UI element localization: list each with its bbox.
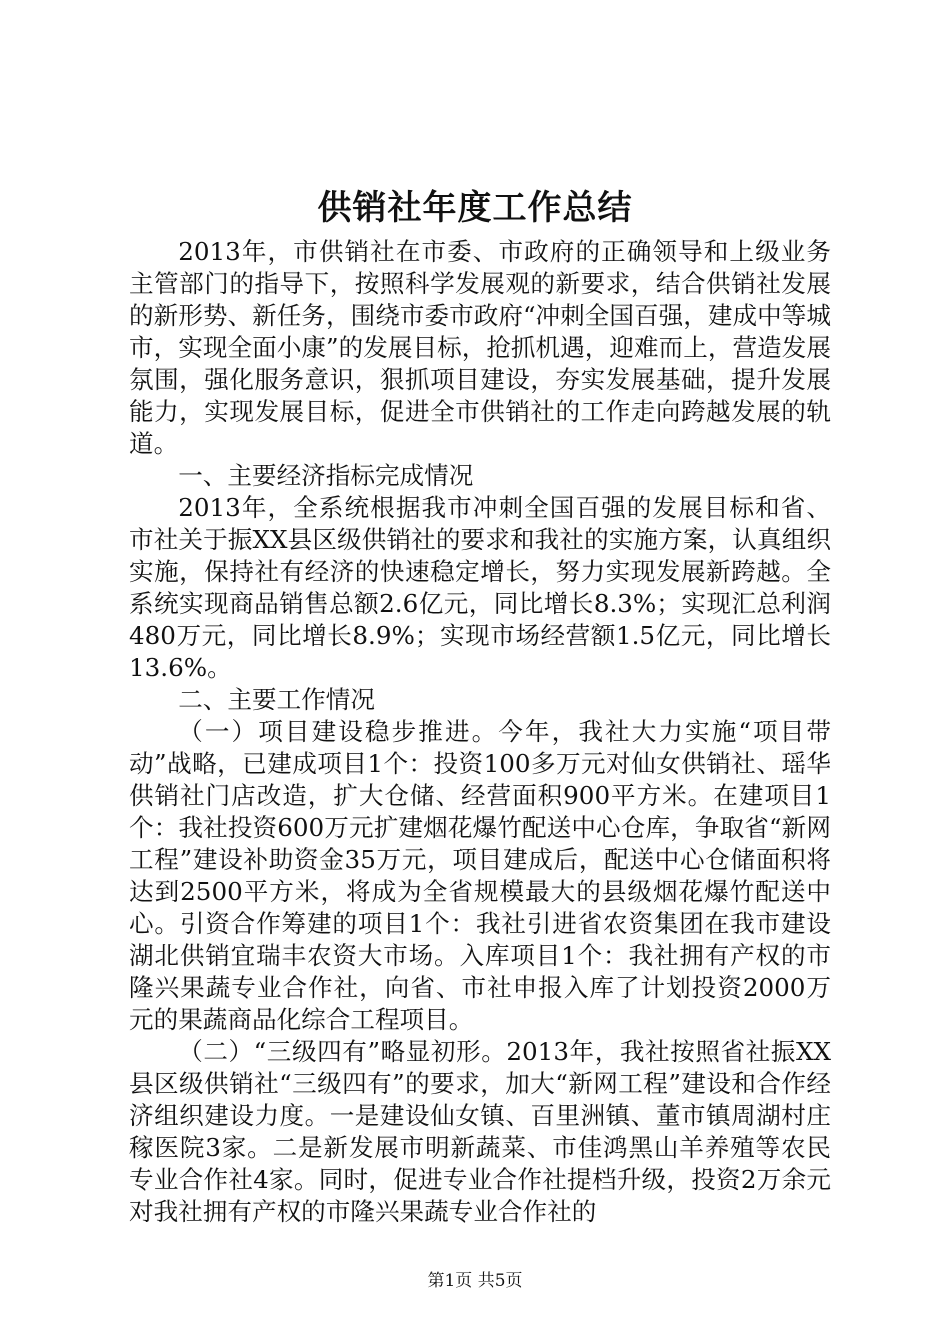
paragraph-intro: 2013年，市供销社在市委、市政府的正确领导和上级业务主管部门的指导下，按照科学发展观的新要求，结合供销社发展的新形势、新任务，围绕市委市政府“冲刺全国百强，建成中等城市，实现全面小康”的发展目标，抢抓机遇，迎难而上，营造发展氛围，强化服务意识，狠抓项目建设，夯实发展基础，提升发展能力，实现发展目标，促进全市供销社的工作走向跨越发展的轨道。 [129, 237, 831, 458]
paragraph-three-levels: （二）“三级四有”略显初形。2013年，我社按照省社振XX县区级供销社“三级四有”的要求，加大“新网工程”建设和合作经济组织建设力度。一是建设仙女镇、百里洲镇、董市镇周湖村庄稼医院3家。二是新发展市明新蔬菜、市佳鸿黑山羊养殖等农民专业合作社4家。同时，促进专业合作社提档升级，投资2万余元对我社拥有产权的市隆兴果蔬专业合作社的 [129, 1037, 831, 1226]
section-heading-1: 一、主要经济指标完成情况 [178, 461, 474, 490]
section-heading-2: 二、主要工作情况 [178, 685, 375, 714]
document-body [129, 236, 831, 1228]
document-title: 供销社年度工作总结 [317, 188, 633, 228]
paragraph-project-construction: （一）项目建设稳步推进。今年，我社大力实施“项目带动”战略，已建成项目1个：投资100多万元对仙女供销社、瑶华供销社门店改造，扩大仓储、经营面积900平方米。在建项目1个：我社投资600万元扩建烟花爆竹配送中心仓库，争取省“新网工程”建设补助资金35万元，项目建成后，配送中心仓储面积将达到2500平方米，将成为全省规模最大的县级烟花爆竹配送中心。引资合作筹建的项目1个：我社引进省农资集团在我市建设湖北供销宜瑞丰农资大市场。入库项目1个：我社拥有产权的市隆兴果蔬专业合作社，向省、市社申报入库了计划投资2000万元的果蔬商品化综合工程项目。 [129, 717, 831, 1034]
paragraph-economic-indicators: 2013年，全系统根据我市冲刺全国百强的发展目标和省、市社关于振XX县区级供销社的要求和我社的实施方案，认真组织实施，保持社有经济的快速稳定增长，努力实现发展新跨越。全系统实现商品销售总额2.6亿元，同比增长8.3%；实现汇总利润480万元，同比增长8.9%；实现市场经营额1.5亿元，同比增长13.6%。 [129, 493, 831, 682]
page-footer: 第1页 共5页 [427, 1271, 523, 1291]
